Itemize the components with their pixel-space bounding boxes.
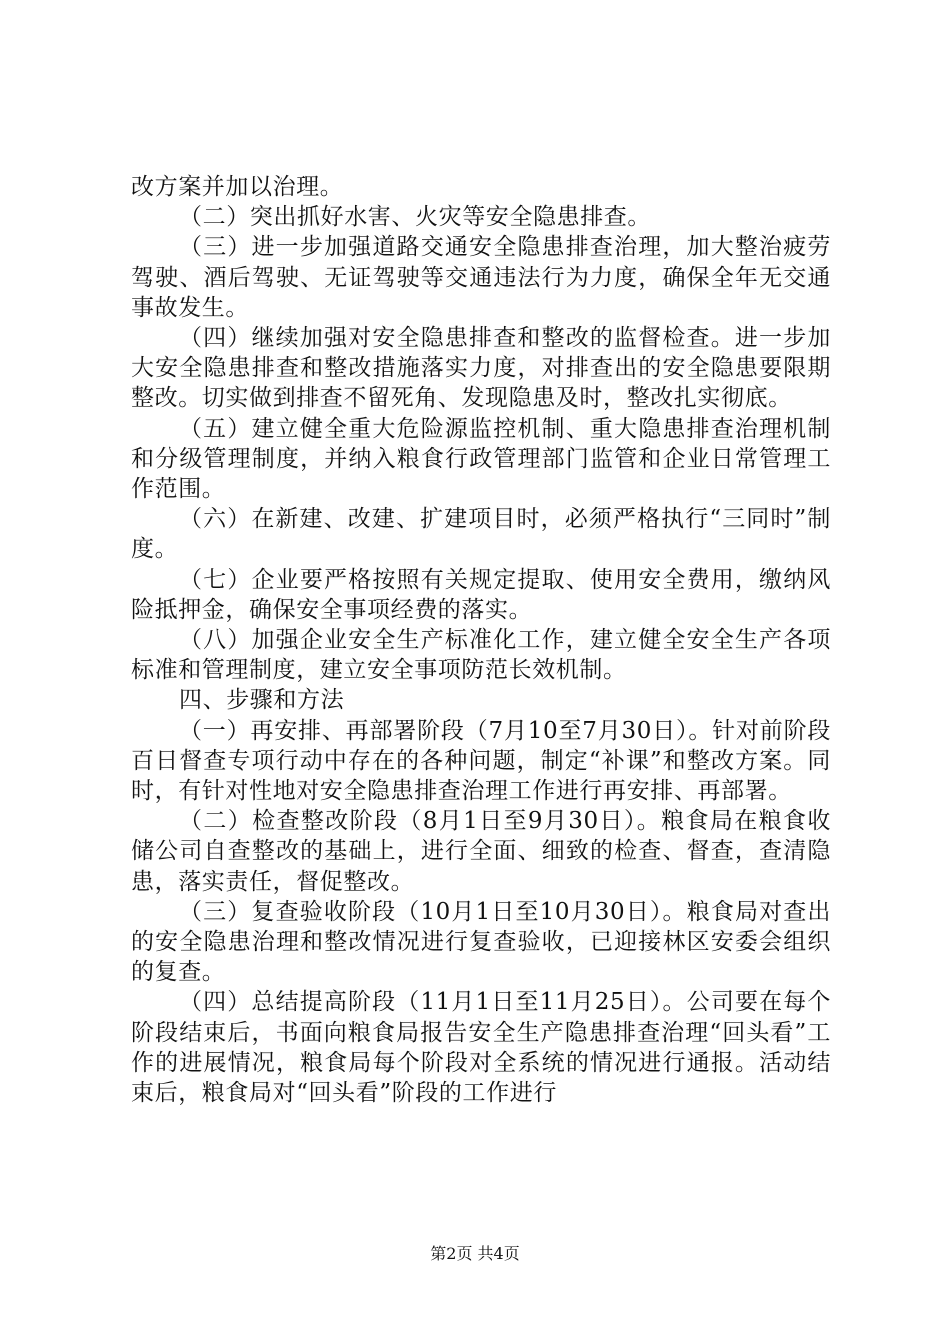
paragraph: （五）建立健全重大危险源监控机制、重大隐患排查治理机制和分级管理制度，并纳入粮食行政管理部门监管和企业日常管理工作范围。 [131, 415, 831, 503]
paragraph: 改方案并加以治理。 [131, 174, 344, 200]
paragraph: （二）突出抓好水害、火灾等安全隐患排查。 [179, 204, 651, 231]
paragraph: （四）继续加强对安全隐患排查和整改的监督检查。进一步加大安全隐患排查和整改措施落实力度，对排查出的安全隐患要限期整改。切实做到排查不留死角、发现隐患及时，整改扎实彻底。 [131, 325, 831, 412]
paragraph: （一）再安排、再部署阶段（7月10至7月30日）。针对前阶段百日督查专项行动中存在的各种问题，制定“补课”和整改方案。同时，有针对性地对安全隐患排查治理工作进行再安排、再部署。 [131, 717, 831, 805]
paragraph: （三）进一步加强道路交通安全隐患排查治理，加大整治疲劳驾驶、酒后驾驶、无证驾驶等交通违法行为力度，确保全年无交通事故发生。 [131, 234, 831, 321]
paragraph: （四）总结提高阶段（11月1日至11月25日）。公司要在每个阶段结束后，书面向粮食局报告安全生产隐患排查治理“回头看”工作的进展情况，粮食局每个阶段对全系统的情况进行通报。活动结束后，粮食局对“回头看”阶段的工作进行 [131, 989, 831, 1107]
paragraph: （三）复查验收阶段（10月1日至10月30日）。粮食局对查出的安全隐患治理和整改情况进行复查验收，已迎接林区安委会组织的复查。 [131, 898, 831, 986]
document-body [131, 172, 831, 1108]
section-heading: 四、步骤和方法 [179, 687, 345, 714]
paragraph: （七）企业要严格按照有关规定提取、使用安全费用，缴纳风险抵押金，确保安全事项经费的落实。 [131, 566, 831, 623]
page-footer: 第2页 共4页 [430, 1244, 520, 1263]
paragraph: （二）检查整改阶段（8月1日至9月30日）。粮食局在粮食收储公司自查整改的基础上，进行全面、细致的检查、督查，查清隐患，落实责任，督促整改。 [131, 808, 831, 895]
paragraph: （六）在新建、改建、扩建项目时，必须严格执行“三同时”制度。 [131, 506, 831, 563]
paragraph: （八）加强企业安全生产标准化工作，建立健全安全生产各项标准和管理制度，建立安全事项防范长效机制。 [131, 627, 831, 684]
